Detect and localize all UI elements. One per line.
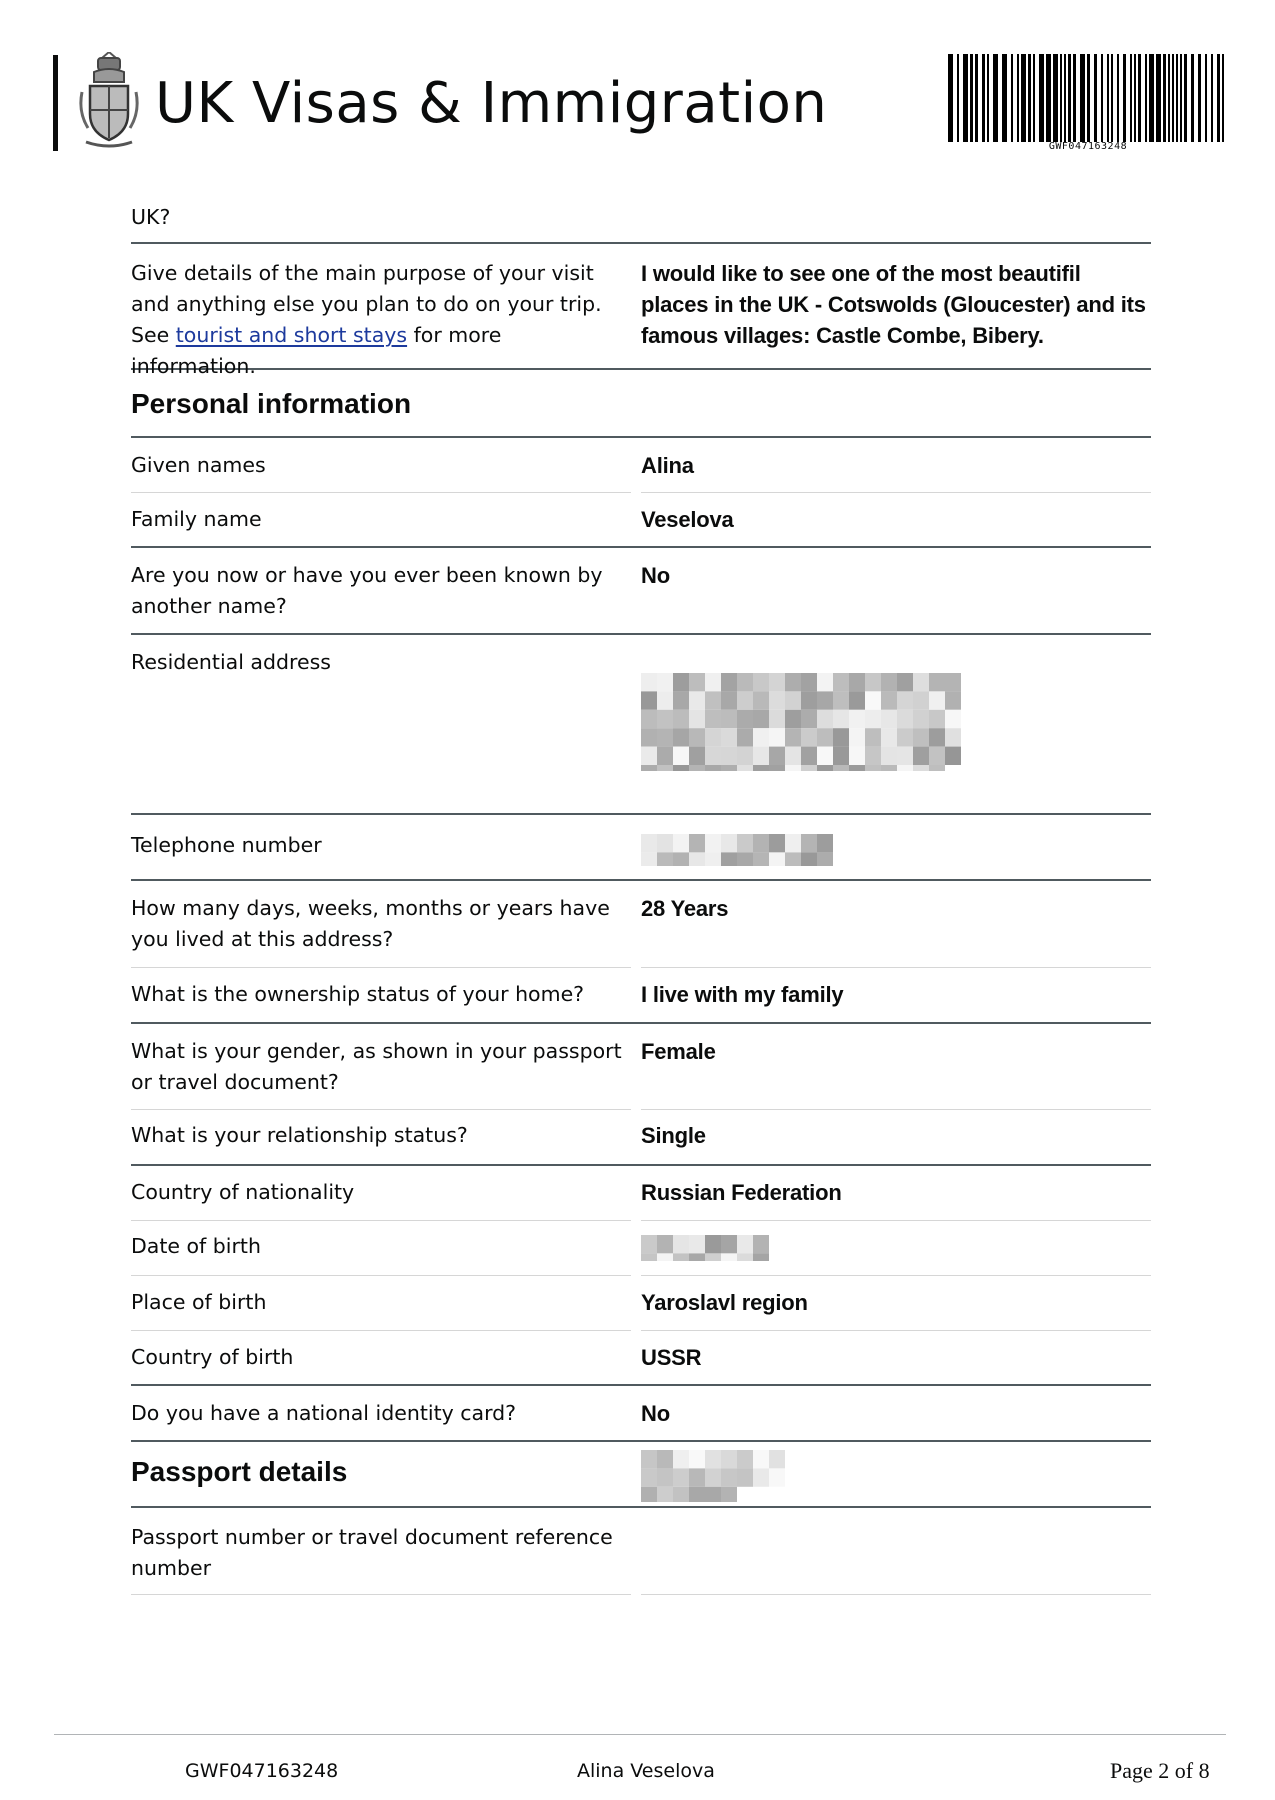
nationality-row <box>131 1166 1151 1220</box>
redaction-pixel <box>657 1253 673 1261</box>
barcode-bar <box>1156 54 1161 142</box>
redaction-pixel <box>721 710 737 728</box>
redaction-pixel <box>929 710 945 728</box>
question-label: Place of birth <box>131 1290 267 1314</box>
barcode-number: GWF047163248 <box>1048 141 1128 152</box>
redaction-pixel <box>769 728 785 746</box>
redaction-pixel <box>945 747 961 765</box>
question-label: Given names <box>131 453 266 477</box>
purpose-question: Give details of the main purpose of your visit and anything else you plan to do on your trip. See tourist and short stays for more information. <box>131 261 602 378</box>
redaction-pixel <box>641 1487 657 1502</box>
redaction-pixel <box>641 710 657 728</box>
redacted-address <box>641 673 967 771</box>
redaction-pixel <box>737 747 753 765</box>
redaction-pixel <box>753 1253 769 1261</box>
barcode-bar <box>1021 54 1026 142</box>
redaction-pixel <box>865 728 881 746</box>
redaction-pixel <box>721 834 737 852</box>
redaction-pixel <box>785 765 801 771</box>
barcode-bar <box>1053 54 1058 142</box>
redaction-pixel <box>673 747 689 765</box>
answer-value: No <box>641 563 670 588</box>
continued-question-text: UK? <box>131 205 171 229</box>
redaction-pixel <box>753 852 769 866</box>
answer-value: Veselova <box>641 507 734 532</box>
redaction-pixel <box>929 728 945 746</box>
redaction-pixel <box>897 765 913 771</box>
redaction-pixel <box>641 1235 657 1253</box>
royal-crest-icon <box>78 52 140 152</box>
redaction-pixel <box>881 673 897 691</box>
redaction-pixel <box>817 710 833 728</box>
barcode-bar <box>1028 54 1031 142</box>
redaction-pixel <box>641 834 657 852</box>
redaction-pixel <box>897 710 913 728</box>
redaction-pixel <box>865 765 881 771</box>
question-label: Do you have a national identity card? <box>131 1401 517 1425</box>
redaction-pixel <box>737 673 753 691</box>
redaction-pixel <box>721 1450 737 1468</box>
redaction-pixel <box>737 1450 753 1468</box>
redaction-pixel <box>657 1487 673 1502</box>
redaction-pixel <box>865 691 881 709</box>
barcode-bar <box>1149 54 1154 142</box>
barcode-bar <box>1073 54 1076 142</box>
barcode-bar <box>1145 54 1147 142</box>
barcode-bar <box>1080 54 1085 142</box>
agency-title: UK Visas & Immigration <box>155 71 828 136</box>
redaction-pixel <box>641 728 657 746</box>
personal-information-heading: Personal information <box>131 388 412 419</box>
redaction-pixel <box>737 1468 753 1486</box>
redaction-pixel <box>929 673 945 691</box>
redaction-pixel <box>641 747 657 765</box>
answer-value: Russian Federation <box>641 1180 842 1205</box>
barcode-bar <box>1163 54 1166 142</box>
redaction-pixel <box>865 747 881 765</box>
barcode-bar <box>957 54 959 142</box>
barcode-bar <box>948 54 953 142</box>
header-bar <box>53 55 58 151</box>
question-label: What is your relationship status? <box>131 1123 468 1147</box>
redaction-pixel <box>849 747 865 765</box>
question-label: How many days, weeks, months or years have you lived at this address? <box>131 896 610 951</box>
redaction-pixel <box>705 1487 721 1502</box>
duration-row <box>131 881 1151 967</box>
divider-light <box>131 1594 1151 1595</box>
question-label: Country of birth <box>131 1345 294 1369</box>
redaction-pixel <box>737 852 753 866</box>
question-label: Telephone number <box>131 833 322 857</box>
question-label: Are you now or have you ever been known by another name? <box>131 563 603 618</box>
redaction-pixel <box>881 765 897 771</box>
redaction-pixel <box>801 691 817 709</box>
redaction-pixel <box>785 834 801 852</box>
barcode-bar <box>1039 54 1044 142</box>
redaction-pixel <box>673 710 689 728</box>
redaction-pixel <box>753 673 769 691</box>
tourist-short-stays-link[interactable]: tourist and short stays <box>175 323 408 347</box>
redaction-pixel <box>737 1253 753 1261</box>
redaction-pixel <box>705 1235 721 1253</box>
redaction-pixel <box>769 710 785 728</box>
redaction-pixel <box>801 673 817 691</box>
redaction-pixel <box>817 834 833 852</box>
question-label: Passport number or travel document reference number <box>131 1525 613 1580</box>
redaction-pixel <box>881 691 897 709</box>
redaction-pixel <box>817 691 833 709</box>
purpose-answer: I would like to see one of the most beautifil places in the UK - Cotswolds (Gloucester) and its famous villages: Castle Combe, Bibery. <box>641 261 1146 348</box>
barcode-bar <box>1101 54 1103 142</box>
redaction-pixel <box>913 728 929 746</box>
barcode-bar <box>1217 54 1220 142</box>
question-label: Family name <box>131 507 262 531</box>
redaction-pixel <box>881 710 897 728</box>
question-label: What is the ownership status of your home? <box>131 982 585 1006</box>
redaction-pixel <box>673 1468 689 1486</box>
redaction-pixel <box>689 691 705 709</box>
redaction-pixel <box>769 1468 785 1486</box>
redaction-pixel <box>929 691 945 709</box>
redaction-pixel <box>673 765 689 771</box>
redaction-pixel <box>657 1235 673 1253</box>
redaction-pixel <box>753 1450 769 1468</box>
redaction-pixel <box>721 1253 737 1261</box>
redaction-pixel <box>865 710 881 728</box>
barcode-bar <box>1002 54 1007 142</box>
redaction-pixel <box>833 765 849 771</box>
barcode-bar <box>1191 54 1194 142</box>
redaction-pixel <box>913 673 929 691</box>
barcode-bar <box>1134 54 1136 142</box>
redaction-pixel <box>769 852 785 866</box>
question-label: What is your gender, as shown in your passport or travel document? <box>131 1039 622 1094</box>
redaction-pixel <box>881 728 897 746</box>
redaction-pixel <box>689 1253 705 1261</box>
answer-value: I live with my family <box>641 982 844 1007</box>
redaction-pixel <box>689 765 705 771</box>
barcode-bar <box>1138 54 1141 142</box>
redaction-pixel <box>673 834 689 852</box>
barcode-bar <box>1130 54 1132 142</box>
redaction-pixel <box>785 747 801 765</box>
redaction-pixel <box>705 710 721 728</box>
redaction-pixel <box>705 765 721 771</box>
redaction-pixel <box>929 747 945 765</box>
redaction-pixel <box>785 728 801 746</box>
redaction-pixel <box>945 710 961 728</box>
barcode-bar <box>1107 54 1109 142</box>
barcode-bar <box>1180 54 1182 142</box>
redaction-pixel <box>817 673 833 691</box>
barcode-bar <box>1111 54 1113 142</box>
redaction-pixel <box>737 728 753 746</box>
redacted-passport-number <box>641 1450 795 1502</box>
answer-value: Alina <box>641 453 694 478</box>
redaction-pixel <box>705 728 721 746</box>
redaction-pixel <box>737 710 753 728</box>
redaction-pixel <box>897 673 913 691</box>
barcode-bar <box>1198 54 1201 142</box>
redaction-pixel <box>689 1235 705 1253</box>
redaction-pixel <box>689 1487 705 1502</box>
redaction-pixel <box>833 691 849 709</box>
barcode-bar <box>1117 54 1119 142</box>
redaction-pixel <box>817 765 833 771</box>
redaction-pixel <box>769 747 785 765</box>
redaction-pixel <box>833 710 849 728</box>
given-names-row <box>131 438 1151 492</box>
redaction-pixel <box>657 747 673 765</box>
redaction-pixel <box>721 728 737 746</box>
redaction-pixel <box>721 691 737 709</box>
redaction-pixel <box>737 691 753 709</box>
redaction-pixel <box>849 673 865 691</box>
redaction-pixel <box>785 673 801 691</box>
redaction-pixel <box>657 834 673 852</box>
redaction-pixel <box>705 673 721 691</box>
redaction-pixel <box>657 673 673 691</box>
redaction-pixel <box>753 710 769 728</box>
redaction-pixel <box>641 673 657 691</box>
barcode-bar <box>1168 54 1170 142</box>
redaction-pixel <box>689 710 705 728</box>
redaction-pixel <box>689 728 705 746</box>
redaction-pixel <box>641 1253 657 1261</box>
redaction-pixel <box>753 691 769 709</box>
barcode-bar <box>1123 54 1126 142</box>
barcode-bar <box>1176 54 1178 142</box>
redaction-pixel <box>897 691 913 709</box>
redaction-pixel <box>769 691 785 709</box>
answer-value: Single <box>641 1123 706 1148</box>
barcode-bar <box>987 54 989 142</box>
redaction-pixel <box>801 747 817 765</box>
barcode <box>948 54 1228 142</box>
redaction-pixel <box>721 673 737 691</box>
place-of-birth-row <box>131 1276 1151 1330</box>
redaction-pixel <box>721 1468 737 1486</box>
redaction-pixel <box>913 765 929 771</box>
barcode-bar <box>1184 54 1187 142</box>
country-of-birth-row <box>131 1331 1151 1384</box>
residential-address-row <box>131 635 1151 813</box>
redaction-pixel <box>721 852 737 866</box>
redaction-pixel <box>849 691 865 709</box>
redaction-pixel <box>721 747 737 765</box>
redaction-pixel <box>753 747 769 765</box>
barcode-bar <box>1064 54 1066 142</box>
redaction-pixel <box>913 691 929 709</box>
redaction-pixel <box>881 747 897 765</box>
redaction-pixel <box>769 765 785 771</box>
question-label: Country of nationality <box>131 1180 355 1204</box>
redaction-pixel <box>801 710 817 728</box>
redaction-pixel <box>641 765 657 771</box>
date-of-birth-row <box>131 1221 1151 1275</box>
redaction-pixel <box>849 765 865 771</box>
redaction-pixel <box>737 834 753 852</box>
redaction-pixel <box>785 852 801 866</box>
redaction-pixel <box>769 834 785 852</box>
passport-details-heading: Passport details <box>131 1456 348 1487</box>
redaction-pixel <box>849 728 865 746</box>
question-label: Residential address <box>131 650 331 674</box>
redaction-pixel <box>673 852 689 866</box>
redaction-pixel <box>929 765 945 771</box>
redaction-pixel <box>753 728 769 746</box>
relationship-row <box>131 1110 1151 1164</box>
footer-rule <box>54 1734 1226 1735</box>
redaction-pixel <box>737 1235 753 1253</box>
answer-value: Female <box>641 1039 716 1064</box>
redaction-pixel <box>785 710 801 728</box>
redaction-pixel <box>801 765 817 771</box>
barcode-bar <box>1205 54 1207 142</box>
redaction-pixel <box>945 691 961 709</box>
family-name-row <box>131 493 1151 546</box>
redaction-pixel <box>753 765 769 771</box>
barcode-bar <box>1172 54 1174 142</box>
redaction-pixel <box>817 852 833 866</box>
redaction-pixel <box>689 747 705 765</box>
redaction-pixel <box>689 834 705 852</box>
barcode-bar <box>1094 54 1097 142</box>
barcode-bar <box>963 54 968 142</box>
redaction-pixel <box>721 1235 737 1253</box>
redaction-pixel <box>657 765 673 771</box>
barcode-bar <box>1046 54 1051 142</box>
redaction-pixel <box>705 1253 721 1261</box>
redaction-pixel <box>673 1450 689 1468</box>
redaction-pixel <box>753 1468 769 1486</box>
redaction-pixel <box>657 728 673 746</box>
redaction-pixel <box>945 673 961 691</box>
redaction-pixel <box>897 747 913 765</box>
redacted-date-of-birth <box>641 1235 777 1261</box>
continued-question-row <box>131 196 1151 242</box>
redaction-pixel <box>657 1468 673 1486</box>
redaction-pixel <box>833 728 849 746</box>
footer-reference: GWF047163248 <box>185 1760 339 1782</box>
barcode-bar <box>982 54 985 142</box>
redaction-pixel <box>657 710 673 728</box>
barcode-bar <box>1060 54 1062 142</box>
barcode-bar <box>993 54 998 142</box>
redaction-pixel <box>657 1450 673 1468</box>
barcode-bar <box>1087 54 1090 142</box>
redaction-pixel <box>705 691 721 709</box>
barcode-bar <box>1068 54 1071 142</box>
redaction-pixel <box>673 673 689 691</box>
redaction-pixel <box>673 1253 689 1261</box>
barcode-bar <box>1222 54 1224 142</box>
redaction-pixel <box>657 852 673 866</box>
redaction-pixel <box>897 728 913 746</box>
redaction-pixel <box>705 834 721 852</box>
redaction-pixel <box>801 852 817 866</box>
redaction-pixel <box>801 834 817 852</box>
telephone-row <box>131 815 1151 879</box>
application-content <box>131 196 1151 1595</box>
answer-value: No <box>641 1401 670 1426</box>
redaction-pixel <box>689 852 705 866</box>
footer-applicant-name: Alina Veselova <box>577 1760 715 1782</box>
redaction-pixel <box>641 691 657 709</box>
answer-value: 28 Years <box>641 896 729 921</box>
redaction-pixel <box>705 1468 721 1486</box>
barcode-bar <box>1011 54 1013 142</box>
redaction-pixel <box>689 673 705 691</box>
answer-value: Yaroslavl region <box>641 1290 808 1315</box>
redaction-pixel <box>657 691 673 709</box>
redaction-pixel <box>769 1450 785 1468</box>
redaction-pixel <box>673 1235 689 1253</box>
barcode-bar <box>1211 54 1213 142</box>
barcode-bar <box>1017 54 1019 142</box>
redaction-pixel <box>641 1468 657 1486</box>
redaction-pixel <box>945 728 961 746</box>
redaction-pixel <box>721 765 737 771</box>
redaction-pixel <box>753 1235 769 1253</box>
redaction-pixel <box>753 834 769 852</box>
redaction-pixel <box>705 1450 721 1468</box>
redaction-pixel <box>705 747 721 765</box>
redaction-pixel <box>913 710 929 728</box>
passport-heading-row <box>131 1442 1151 1506</box>
other-name-row <box>131 548 1151 633</box>
redaction-pixel <box>737 765 753 771</box>
redaction-pixel <box>865 673 881 691</box>
redaction-pixel <box>785 691 801 709</box>
footer-page-number: Page 2 of 8 <box>1110 1758 1210 1783</box>
redaction-pixel <box>673 1487 689 1502</box>
redaction-pixel <box>833 673 849 691</box>
purpose-row <box>131 244 1151 378</box>
barcode-bar <box>970 54 973 142</box>
redaction-pixel <box>673 691 689 709</box>
redaction-pixel <box>817 747 833 765</box>
redaction-pixel <box>689 1468 705 1486</box>
redaction-pixel <box>769 673 785 691</box>
passport-number-row <box>131 1508 1151 1594</box>
redaction-pixel <box>705 852 721 866</box>
redaction-pixel <box>641 852 657 866</box>
redaction-pixel <box>689 1450 705 1468</box>
national-id-row <box>131 1386 1151 1440</box>
redaction-pixel <box>817 728 833 746</box>
ownership-row <box>131 968 1151 1022</box>
redaction-pixel <box>641 1450 657 1468</box>
redacted-telephone <box>641 834 837 866</box>
redaction-pixel <box>721 1487 737 1502</box>
question-label: Date of birth <box>131 1234 261 1258</box>
barcode-bar <box>1033 54 1035 142</box>
redaction-pixel <box>673 728 689 746</box>
answer-value: USSR <box>641 1345 702 1370</box>
gender-row <box>131 1024 1151 1109</box>
redaction-pixel <box>913 747 929 765</box>
redaction-pixel <box>801 728 817 746</box>
redaction-pixel <box>849 710 865 728</box>
barcode-bar <box>975 54 978 142</box>
redaction-pixel <box>833 747 849 765</box>
